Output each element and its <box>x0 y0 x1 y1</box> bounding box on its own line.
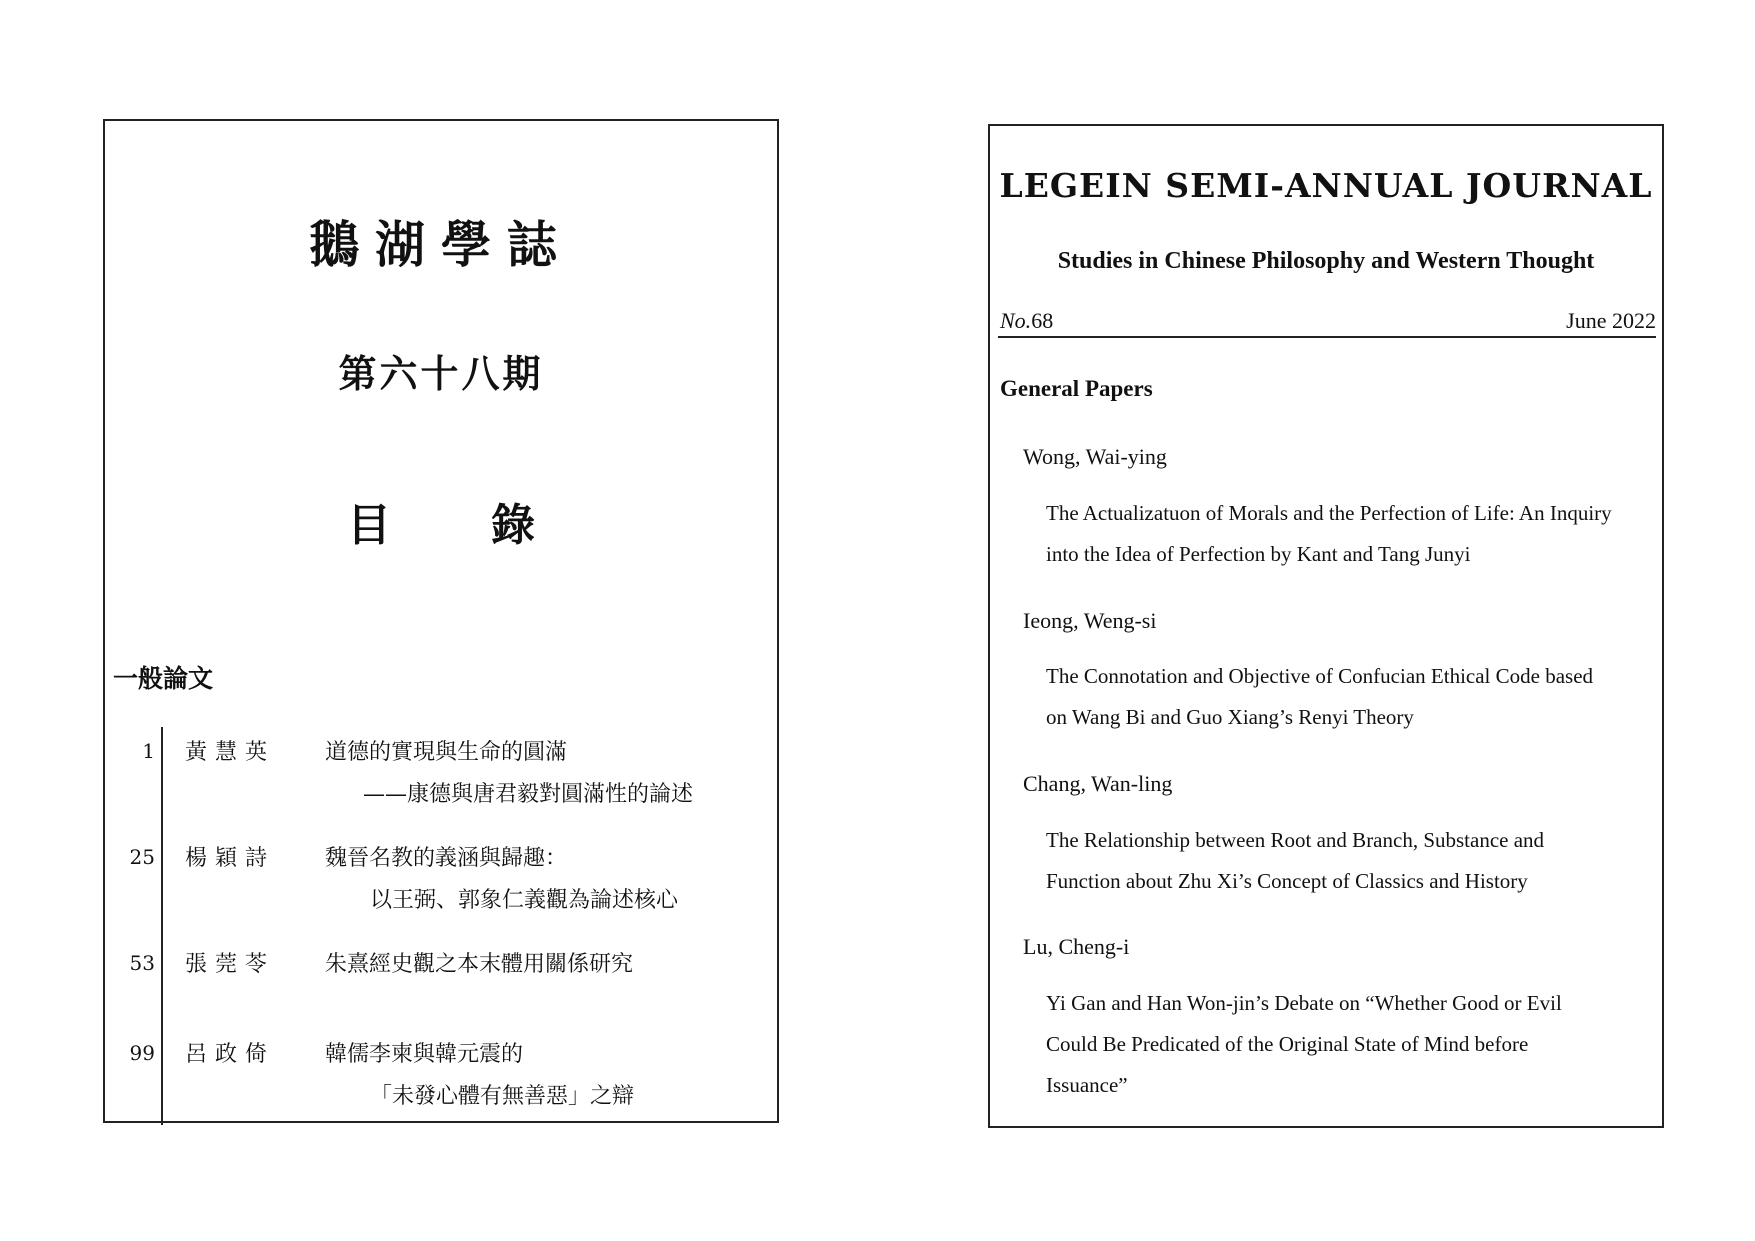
title-line: on Wang Bi and Guo Xiang’s Renyi Theory <box>1046 705 1414 729</box>
article-subtitle: ——康德與唐君毅對圓滿性的論述 <box>363 782 694 807</box>
entry-author: Ieong, Weng-si <box>1023 608 1157 633</box>
issue-date: June 2022 <box>1566 308 1656 333</box>
title-line: Function about Zhu Xi’s Concept of Classics and History <box>1046 869 1528 893</box>
journal-title-english: LEGEIN SEMI-ANNUAL JOURNAL <box>999 166 1653 205</box>
author-name: 張莞苓 <box>185 952 276 977</box>
toc-heading-char-2: 錄 <box>491 500 535 551</box>
author-name: 楊穎詩 <box>185 846 276 871</box>
page-number: 1 <box>142 739 155 763</box>
entry-author: Lu, Cheng-i <box>1023 934 1130 959</box>
title-line: The Relationship between Root and Branch, Substance and <box>1046 828 1545 852</box>
toc-divider-line <box>161 727 163 1125</box>
title-line: Yi Gan and Han Won-jin’s Debate on “Whether Good or Evil <box>1046 991 1562 1015</box>
entry-author: Chang, Wan-ling <box>1023 771 1173 796</box>
english-toc-page <box>988 124 1664 1128</box>
issue-info-row <box>1000 308 1656 338</box>
section-heading-english: General Papers <box>1000 376 1153 401</box>
entry-title <box>1046 656 1646 738</box>
author-name: 黃慧英 <box>185 740 276 765</box>
header-rule <box>998 336 1656 338</box>
toc-heading-chinese <box>105 489 777 553</box>
title-line: Could Be Predicated of the Original State of Mind before <box>1046 1032 1529 1056</box>
article-title: 韓儒李柬與韓元震的 <box>325 1042 524 1067</box>
article-title: 朱熹經史觀之本末體用關係研究 <box>325 952 634 977</box>
journal-title-chinese: 鵝湖學誌 <box>309 216 573 274</box>
toc-heading-char-1: 目 <box>347 500 391 551</box>
issue-number <box>1000 308 1053 334</box>
entry-title <box>1046 820 1646 902</box>
article-title: 道德的實現與生命的圓滿 <box>325 740 568 765</box>
page-number: 25 <box>129 845 155 869</box>
journal-subtitle-english: Studies in Chinese Philosophy and Western Thought <box>1057 248 1595 274</box>
article-title: 魏晉名教的義涵與歸趣： <box>325 846 568 871</box>
page-number: 99 <box>129 1041 155 1065</box>
title-line: The Actualizatuon of Morals and the Perfection of Life: An Inquiry <box>1046 501 1612 525</box>
author-name: 呂政倚 <box>185 1042 276 1067</box>
title-line: Issuance” <box>1046 1073 1128 1097</box>
issue-value: 68 <box>1031 308 1054 333</box>
title-line: into the Idea of Perfection by Kant and Tang Junyi <box>1046 542 1471 566</box>
entry-title <box>1046 983 1646 1106</box>
issue-prefix: No. <box>1000 308 1032 333</box>
entry-title <box>1046 493 1646 575</box>
article-subtitle: 以王弼、郭象仁義觀為論述核心 <box>370 888 679 913</box>
issue-number-chinese: 第六十八期 <box>338 352 544 396</box>
article-subtitle: 「未發心體有無善惡」之辯 <box>370 1084 635 1109</box>
section-heading-chinese: 一般論文 <box>113 664 214 693</box>
page-number: 53 <box>129 951 155 975</box>
entry-author: Wong, Wai-ying <box>1023 444 1167 469</box>
title-line: The Connotation and Objective of Confucian Ethical Code based <box>1046 664 1594 688</box>
chinese-toc-page <box>103 119 779 1123</box>
